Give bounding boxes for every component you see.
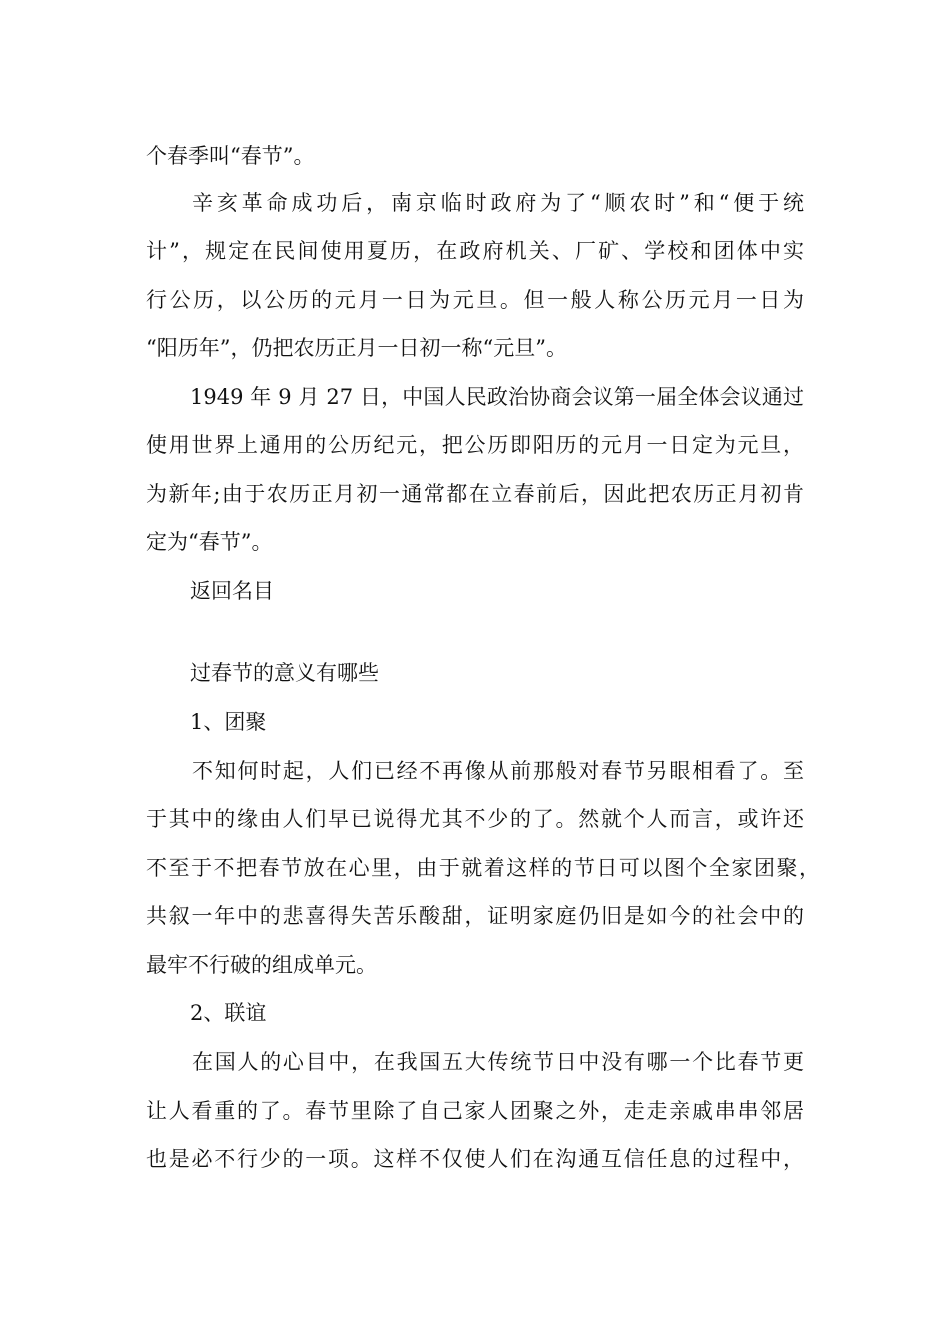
text-line: 共叙一年中的悲喜得失苦乐酸甜，证明家庭仍旧是如今的社会中的 [146,904,804,928]
subsection-heading: 2、联谊 [190,1001,267,1025]
text-line: 1949 年 9 月 27 日，中国人民政治协商会议第一届全体会议通过 [190,385,804,409]
text-line: 让人看重的了。春节里除了自己家人团聚之外，走走亲戚串串邻居 [146,1099,804,1123]
text-line: 使用世界上通用的公历纪元，把公历即阳历的元月一日定为元旦， [146,433,804,457]
text-line: 辛亥革命成功后，南京临时政府为了“顺农时”和“便于统 [192,191,804,215]
text-line: 不至于不把春节放在心里，由于就着这样的节日可以图个全家团聚， [146,856,820,880]
text-line: 计”，规定在民间使用夏历，在政府机关、厂矿、学校和团体中实 [146,239,804,263]
text-line: 最牢不行破的组成单元。 [146,953,377,977]
section-heading: 过春节的意义有哪些 [190,661,379,685]
text-line: 于其中的缘由人们早已说得尤其不少的了。然就个人而言，或许还 [146,807,804,831]
text-line: “阳历年”，仍把农历正月一日初一称“元旦”。 [146,336,567,360]
return-link[interactable]: 返回名目 [190,579,274,603]
text-line: 为新年;由于农历正月初一通常都在立春前后，因此把农历正月初肯 [146,482,804,506]
text-line: 行公历，以公历的元月一日为元旦。但一般人称公历元月一日为 [146,288,804,312]
text-line: 定为“春节”。 [146,530,273,554]
text-line: 也是必不行少的一项。这样不仅使人们在沟通互信任息的过程中， [146,1147,804,1171]
text-line: 在国人的心目中，在我国五大传统节日中没有哪一个比春节更 [192,1050,804,1074]
text-line: 个春季叫“春节”。 [146,144,315,168]
text-line: 不知何时起，人们已经不再像从前那般对春节另眼相看了。至 [192,759,804,783]
subsection-heading: 1、团聚 [190,710,267,734]
